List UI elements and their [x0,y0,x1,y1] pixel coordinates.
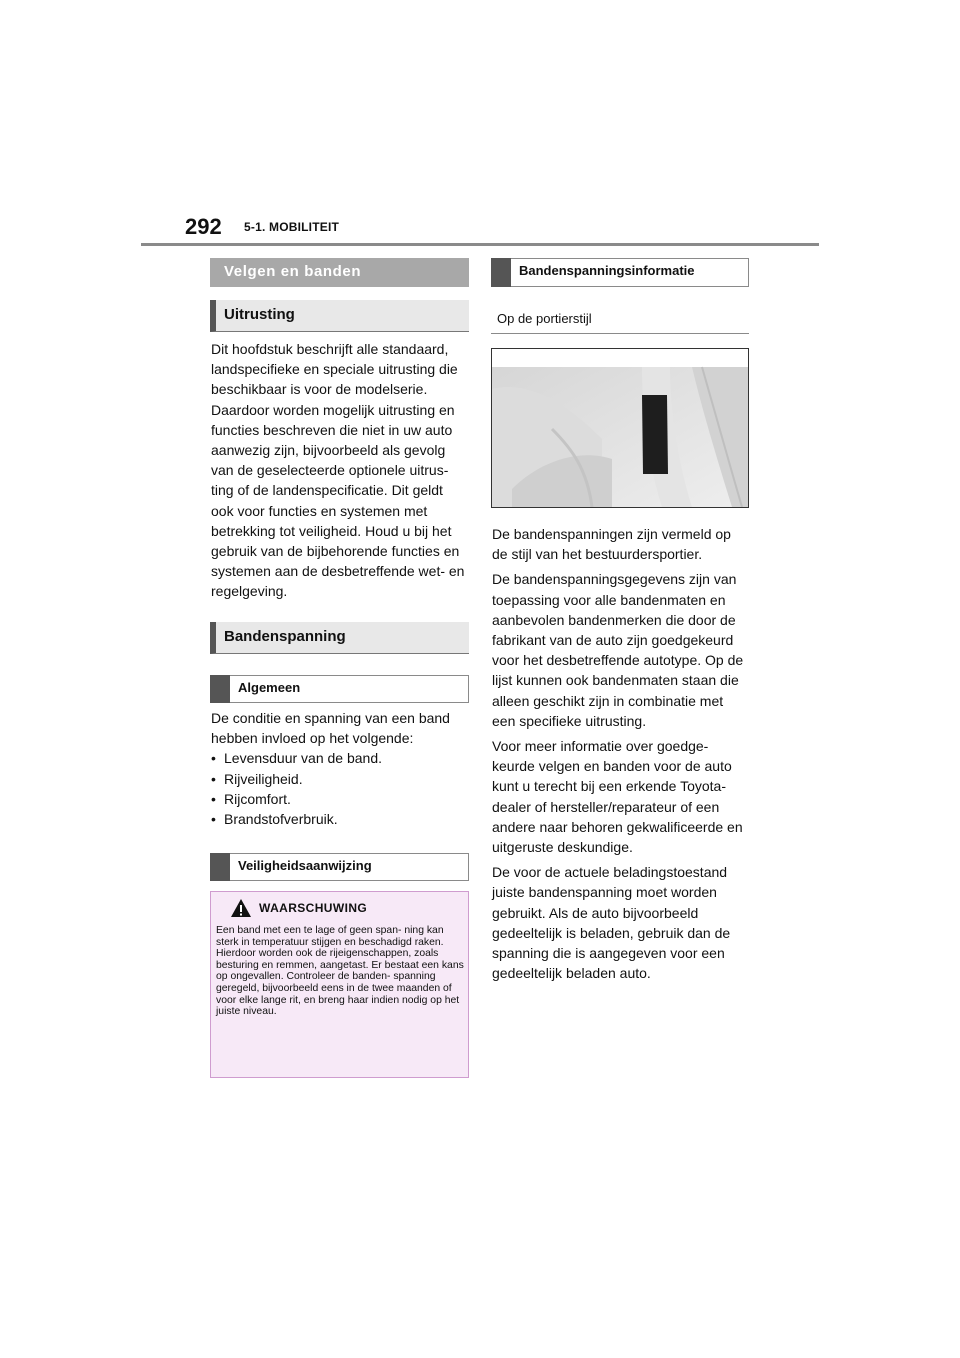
section-title-velgen: Velgen en banden [210,258,469,287]
minihead-veiligheid-label: Veiligheidsaanwijzing [238,858,372,873]
bullet-item: • Rijveiligheid. [211,769,466,789]
minihead-marker [210,675,230,703]
minihead-algemeen-label: Algemeen [238,680,301,695]
minihead-marker [491,258,511,287]
minihead-veiligheidsaanwijzing [210,853,469,881]
info-paragraph: Voor meer informatie over goedge- keurde velgen en banden voor de auto kunt u terecht bij een erkende Toyota- dealer of hersteller/reparateur of een andere naar behoren gekwalificeerde en uitgeruste deskundige. [492,738,743,856]
subheading-bandenspanning: Bandenspanning [210,622,469,654]
door-pillar-illustration [492,349,748,507]
warning-header [211,892,468,923]
section-title-bandenspanningsinformatie [491,258,749,287]
bandenspanningsinformatie-body [492,524,749,988]
header-divider [141,243,819,246]
warning-box [210,891,469,1078]
bandenspanning-body [211,708,466,829]
uitrusting-text: Dit hoofdstuk beschrijft alle standaard, landspecifieke en speciale uitrusting die beschikbaar is voor de modelserie. Daardoor worden mogelijk uitrusting en functies beschreven die niet in uw auto aanwezig zijn, bijvoorbeeld als gevolg van de geselecteerde optionele uitrus- ting of de landenspecificatie. Dit geldt ook voor functies en systemen met betrekking tot veiligheid. Houd u bij het gebruik van de bijbehorende functies en systemen aan de desbetreffende wet- en regelgeving. [211,341,465,600]
bandenspanning-bullet-list [211,748,466,829]
photo-caption-text: Op de portierstijl [497,311,592,326]
warning-text: Een band met een te lage of geen span- ning kan sterk in temperatuur stijgen en beschadigd raken. Hierdoor worden ook de rijeigenschappen, zoals besturing en remmen, aangetast. Er bestaat een kans op ongevallen. Controleer de banden- spanning geregeld, bijvoorbeeld eens in de twee maanden of voor elke lange rit, en breng haar indien nodig op het juiste niveau. [216,925,464,1018]
info-paragraph: De bandenspanningsgegevens zijn van toepassing voor alle bandenmaten en aanbevolen bandenmerken die door de fabrikant van de auto zijn goedgekeurd voor het desbetreffende autotype. Op de lijst kunnen ook bandenmaten staan die alleen geschikt zijn in combinatie met een specifieke uitrusting. [492,571,744,729]
bullet-item: • Levensduur van de band. [211,748,466,768]
section-title-label: Bandenspanningsinformatie [519,263,695,278]
warning-triangle-icon [230,898,252,918]
warning-title: WAARSCHUWING [259,901,368,915]
info-paragraph: De bandenspanningen zijn vermeld op de stijl van het bestuurdersportier. [492,526,731,563]
bullet-item: • Rijcomfort. [211,789,466,809]
minihead-marker [210,853,230,881]
bullet-item: • Brandstofverbruik. [211,809,466,829]
minihead-algemeen [210,675,469,703]
chapter-title: 5-1. MOBILITEIT [244,220,340,234]
uitrusting-paragraph [211,339,466,607]
subheading-uitrusting: Uitrusting [210,300,469,332]
photo-caption [491,302,749,334]
info-paragraph: De voor de actuele beladingstoestand juiste bandenspanning moet worden gebruikt. Als de auto bijvoorbeeld gedeeltelijk is beladen, gebruik dan de spanning die is aangegeven voor een gedeeltelijk beladen auto. [492,864,731,982]
door-pillar-photo [491,348,749,508]
page-number: 292 [185,214,222,239]
bandenspanning-intro: De conditie en spanning van een band hebben invloed op het volgende: [211,710,450,747]
